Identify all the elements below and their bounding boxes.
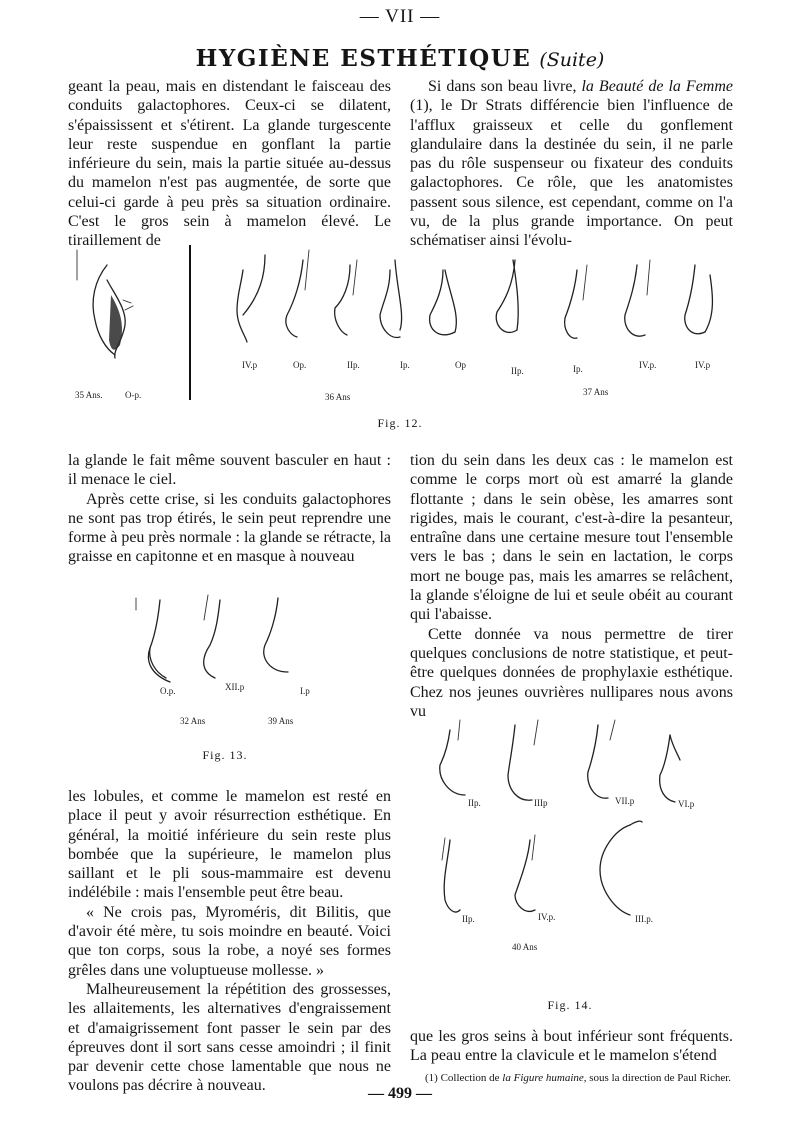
paragraph: Après cette crise, si les conduits galactophores ne sont pas trop étirés, le sein peut reprendre une forme à peu près normale : la glande se rétracte, la graisse en capitonne et en masque à nouveau bbox=[68, 490, 391, 566]
paragraph: tion du sein dans les deux cas : le mamelon est comme le corps mort où est amarré la glande flottante ; dans le sein obèse, les amarres sont rigides, mais le courant, c'est-à-dire la pesanteur, entraîne dans une certaine mesure tout l'ensemble vers le bas ; dans le sein en lactation, le corps mort ne bouge pas, mais les amarres se relâchent, la glande s'éloigne de lui et seule obéit au courant qui l'abaisse. bbox=[410, 452, 733, 624]
fig14-label: IV.p. bbox=[538, 912, 556, 922]
fig12-label: IV.p. bbox=[639, 360, 657, 370]
figure-12-caption: Fig. 12. bbox=[377, 416, 423, 430]
fig14-label: IIp. bbox=[462, 914, 475, 924]
paragraph: Malheureusement la répétition des grossesses, les allaitements, les alternatives d'engraissement et d'amaigrissement font passer le sein par des épreuves dont il sort sans cesse amoindri ; il finit par devenir cette chose lamentable que nous ne voulons pas décrire à nouveau. bbox=[68, 980, 391, 1095]
fig12-label: 36 Ans bbox=[325, 392, 351, 402]
paragraph: geant la peau, mais en distendant le faisceau des conduits galactophores. Ceux-ci se dilatent, s'épaississent et s'étirent. La glande turgescente leur reste suspendue en gonflant la partie inférieure du sein, mais la partie située au-dessus du mamelon n'est pas augmentée, de sorte que celui-ci garde à peu près sa situation ordinaire. C'est le gros sein à mamelon élevé. Le tiraillement de bbox=[68, 78, 391, 250]
title-text: HYGIÈNE ESTHÉTIQUE bbox=[195, 45, 532, 72]
figure-12 bbox=[65, 240, 735, 408]
fig12-label: Op. bbox=[293, 360, 307, 370]
fig14-label: III.p. bbox=[635, 914, 653, 924]
fig14-label: IIp. bbox=[468, 798, 481, 808]
book-title: la Beauté de la Femme bbox=[581, 78, 734, 95]
page-title bbox=[0, 45, 800, 72]
footnote: (1) Collection de la Figure humaine, sous la direction de Paul Richer. bbox=[425, 1072, 732, 1084]
fig12-label: O-p. bbox=[125, 390, 142, 400]
fig12-label: 37 Ans bbox=[583, 387, 609, 397]
fig12-label: Op bbox=[455, 360, 466, 370]
quotation: « Ne crois pas, Myroméris, dit Bilitis, que d'avoir été mère, tu sois moindre en beauté. Voici que ton corps, sous la robe, a noyé ses formes grêles dans une voluptueuse mollesse. » bbox=[68, 903, 391, 979]
page-roman-number: — VII — bbox=[359, 6, 441, 27]
fig14-label: IIIp bbox=[534, 798, 548, 808]
paragraph: Cette donnée va nous permettre de tirer quelques conclusions de notre statistique, et peut-être quelques données de prophylaxie esthétique. Chez nos jeunes ouvrières nullipares nous avons vu bbox=[410, 625, 733, 720]
paragraph: la glande le fait même souvent basculer en haut : il menace le ciel. bbox=[68, 452, 391, 489]
figure-14 bbox=[420, 710, 720, 960]
fig14-label: 40 Ans bbox=[512, 942, 538, 952]
lower-right-column bbox=[410, 1027, 733, 1066]
fig13-label: 32 Ans bbox=[180, 716, 206, 726]
fig12-label: IV.p bbox=[242, 360, 258, 370]
fig14-label: VII.p bbox=[615, 796, 635, 806]
fig12-label: IV.p bbox=[695, 360, 711, 370]
fig13-label: O.p. bbox=[160, 686, 176, 696]
figure-12-sketches bbox=[65, 240, 735, 408]
fig12-label: IIp. bbox=[511, 366, 524, 376]
figure-14-caption: Fig. 14. bbox=[547, 998, 593, 1012]
top-right-column bbox=[410, 77, 733, 251]
title-suffix: (Suite) bbox=[539, 49, 605, 71]
paragraph: Si dans son beau livre, la Beauté de la Femme (1), le Dr Strats différencie bien l'influence de l'afflux graisseux et celle du gonflement glandulaire dans la destinée du sein, il ne parle pas du rôle suspenseur ou fixateur des conduits galactophores. Ce rôle, que les anatomistes passent sous silence, est cependant, comme on l'a vu, de la plus grande importance. On peut schématiser ainsi l'évolu- bbox=[410, 78, 734, 250]
fig12-label: IIp. bbox=[347, 360, 360, 370]
figure-13 bbox=[130, 590, 320, 730]
fig13-label: XII.p bbox=[225, 682, 245, 692]
fig12-label: Ip. bbox=[400, 360, 410, 370]
top-left-column bbox=[68, 77, 391, 251]
paragraph: les lobules, et comme le mamelon est resté en place il peut y avoir résurrection esthétique. En général, la moitié inférieure du sein reste plus bombée que la supérieure, le mamelon plus saillant et le pli sous-mammaire est devenu indélébile : mais l'ensemble peut être beau. bbox=[68, 788, 391, 902]
middle-left-column bbox=[68, 451, 391, 567]
fig13-label: 39 Ans bbox=[268, 716, 294, 726]
footnote-collection-title: la Figure humaine bbox=[502, 1072, 584, 1084]
fig13-label: I.p bbox=[300, 686, 310, 696]
figure-14-sketches bbox=[420, 710, 720, 960]
figure-13-caption: Fig. 13. bbox=[202, 748, 248, 762]
paragraph: que les gros seins à bout inférieur sont fréquents. La peau entre la clavicule et le mamelon s'étend bbox=[410, 1028, 733, 1065]
middle-right-column bbox=[410, 451, 733, 721]
page-number: — 499 — bbox=[368, 1085, 432, 1102]
figure-13-sketches bbox=[130, 590, 320, 730]
fig12-label: Ip. bbox=[573, 364, 583, 374]
lower-left-column bbox=[68, 787, 391, 1096]
fig14-label: VI.p bbox=[678, 799, 695, 809]
fig12-label: 35 Ans. bbox=[75, 390, 103, 400]
